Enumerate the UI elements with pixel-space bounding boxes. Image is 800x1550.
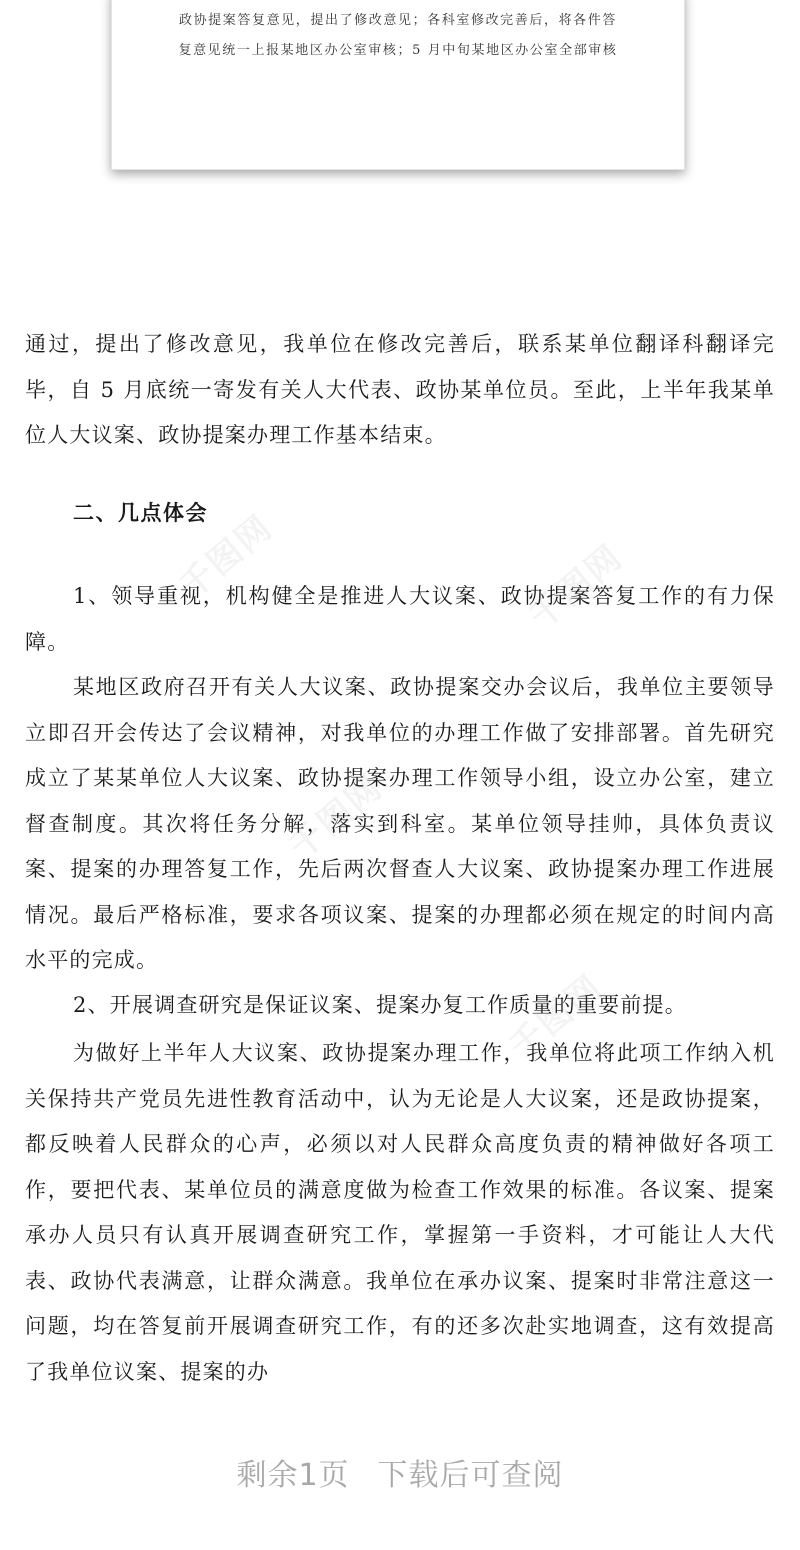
watermark: 千图网 xyxy=(282,767,391,868)
preview-line-2: 复意见统一上报某地区办公室审核；5 月中旬某地区办公室全部审核 xyxy=(178,43,618,58)
paragraph-point-1: 某地区政府召开有关人大议案、政协提案交办会议后，我单位主要领导立即召开会传达了会议精神，对我单位的办理工作做了安排部署。首先研究成立了某某单位人大议案、政协提案办理工作领导小组，设立办公室，建立督查制度。其次将任务分解，落实到科室。某单位领导挂帅，具体负责议案、提案的办理答复工作，先后两次督查人大议案、政协提案办理工作进展情况。最后严格标准，要求各项议案、提案的办理都必须在规定的时间内高水平的完成。 xyxy=(25,675,775,972)
paragraph-continuation: 通过，提出了修改意见，我单位在修改完善后，联系某单位翻译科翻译完毕，自 5 月底统一寄发有关人大代表、政协某单位员。至此，上半年我某单位人大议案、政协提案办理工作基本结束。 xyxy=(25,332,775,447)
paragraph-point-2: 为做好上半年人大议案、政协提案办理工作，我单位将此项工作纳入机关保持共产党员先进性教育活动中，认为无论是人大议案，还是政协提案，都反映着人民群众的心声，必须以对人民群众高度负责的精神做好各项工作，要把代表、某单位员的满意度做为检查工作效果的标准。各议案、提案承办人员只有认真开展调查研究工作，掌握第一手资料，才可能让人大代表、政协代表满意，让群众满意。我单位在承办议案、提案时非常注意这一问题，均在答复前开展调查研究工作，有的还多次赴实地调查，这有效提高了我单位议案、提案的办 xyxy=(25,1041,775,1384)
point-2-heading: 2、开展调查研究是保证议案、提案办复工作质量的重要前提。 xyxy=(73,993,687,1017)
remaining-pages-label: 剩余1页 xyxy=(236,1458,350,1493)
download-to-view-label[interactable]: 下载后可查阅 xyxy=(377,1458,564,1493)
watermark: 千图网 xyxy=(172,507,281,608)
watermark: 千图网 xyxy=(502,967,611,1068)
previous-page-preview xyxy=(111,0,685,170)
section-heading-2: 二、几点体会 xyxy=(73,500,208,525)
preview-line-1: 政协提案答复意见，提出了修改意见；各科室修改完善后，将各件答 xyxy=(178,13,617,28)
download-prompt[interactable] xyxy=(0,1450,800,1494)
point-1-heading: 1、领导重视，机构健全是推进人大议案、政协提案答复工作的有力保障。 xyxy=(25,584,775,654)
watermark: 千图网 xyxy=(522,537,631,638)
